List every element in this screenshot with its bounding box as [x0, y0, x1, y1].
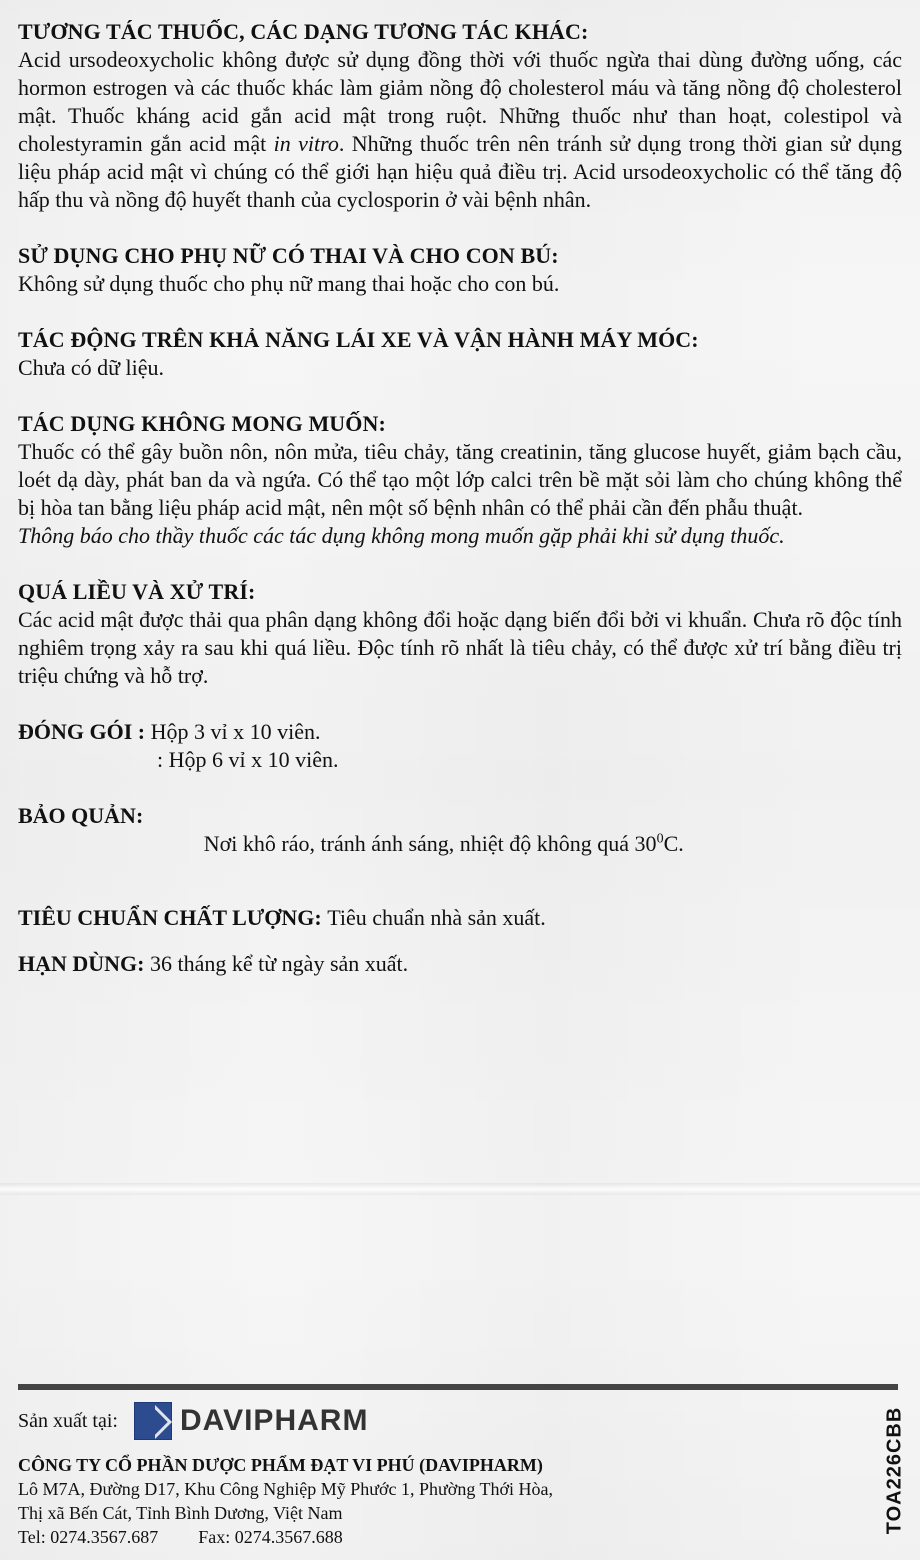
expiry-label: HẠN DÙNG:: [18, 951, 150, 976]
side-code: [882, 1395, 908, 1545]
side-code-text: TOA226CBB: [883, 1406, 906, 1534]
packaging-label: ĐÓNG GÓI :: [18, 719, 151, 744]
section-side-effects: [18, 410, 902, 550]
paper-fold: [0, 1183, 920, 1195]
section-text-interactions: [18, 46, 902, 214]
section-note-side-effects: Thông báo cho thầy thuốc các tác dụng không mong muốn gặp phải khi sử dụng thuốc.: [18, 523, 785, 548]
section-pregnancy: [18, 242, 902, 298]
section-title-driving: TÁC ĐỘNG TRÊN KHẢ NĂNG LÁI XE VÀ VẬN HÀNH MÁY MÓC:: [18, 327, 699, 352]
section-packaging: [18, 718, 902, 774]
section-text-overdose: Các acid mật được thải qua phân dạng không đổi hoặc dạng biến đổi bởi vi khuẩn. Chưa rõ độc tính nghiêm trọng xảy ra sau khi quá liều. Độc tính rõ nhất là tiêu chảy, có thể được xử trí bằng điều trị triệu chứng và hỗ trợ.: [18, 607, 902, 688]
storage-text: [149, 802, 684, 886]
section-driving: [18, 326, 902, 382]
storage-text-after: C.: [663, 831, 684, 856]
davipharm-logo-icon: [134, 1402, 172, 1440]
expiry-text: 36 tháng kể từ ngày sản xuất.: [150, 951, 409, 976]
quality-row: [18, 904, 902, 932]
storage-label: BẢO QUẢN:: [18, 803, 149, 828]
manufacturer-divider: [18, 1384, 898, 1390]
section-overdose: [18, 578, 902, 690]
section-expiry: [18, 950, 902, 978]
storage-text-before: Nơi khô ráo, tránh ánh sáng, nhiệt độ không quá 30: [203, 831, 657, 856]
section-title-overdose: QUÁ LIỀU VÀ XỬ TRÍ:: [18, 579, 256, 604]
interactions-text-part1: Acid ursodeoxycholic không được sử dụng đồng thời với thuốc ngừa thai dùng đường uống, các hormon estrogen và các thuốc khác làm giảm nồng độ cholesterol máu và tăng nồng độ cholesterol mật. Thuốc kháng acid gắn acid mật trong ruột. Những thuốc như than hoạt, colestipol và cholestyramin gắn acid mật: [18, 47, 902, 156]
section-text-driving: Chưa có dữ liệu.: [18, 355, 165, 380]
storage-row: [18, 802, 902, 886]
manufacturer-company: CÔNG TY CỔ PHẦN DƯỢC PHẨM ĐẠT VI PHÚ (DAVIPHARM): [18, 1455, 543, 1475]
packaging-row-1: [18, 718, 902, 746]
section-quality: [18, 904, 902, 932]
davipharm-logo: [134, 1401, 368, 1441]
section-text-pregnancy: Không sử dụng thuốc cho phụ nữ mang thai hoặc cho con bú.: [18, 271, 560, 296]
section-title-pregnancy: SỬ DỤNG CHO PHỤ NỮ CÓ THAI VÀ CHO CON BÚ:: [18, 243, 559, 268]
manufacturer-label: Sản xuất tại:: [18, 1410, 118, 1432]
manufacturer-fax: Fax: 0274.3567.688: [198, 1527, 343, 1547]
section-text-side-effects: Thuốc có thể gây buồn nôn, nôn mửa, tiêu chảy, tăng creatinin, tăng glucose huyết, giảm bạch cầu, loét dạ dày, phát ban da và ngứa. Có thể tạo một lớp calci trên bề mặt sỏi làm cho chúng không thể bị hòa tan bằng liệu pháp acid mật, nên một số bệnh nhân có thể phải cần đến phẫu thuật.: [18, 439, 902, 520]
section-storage: [18, 802, 902, 886]
packaging-line-2: : Hộp 6 vỉ x 10 viên.: [157, 747, 339, 772]
quality-label: TIÊU CHUẨN CHẤT LƯỢNG:: [18, 905, 328, 930]
manufacturer-contact: [18, 1525, 848, 1549]
packaging-line-1: Hộp 3 vỉ x 10 viên.: [150, 719, 321, 744]
storage-sup: 0: [656, 831, 664, 847]
main-content: [18, 18, 902, 1006]
manufacturer-block: [18, 1395, 848, 1549]
manufacturer-address-2: Thị xã Bến Cát, Tỉnh Bình Dương, Việt Nam: [18, 1503, 343, 1523]
packaging-row-2: [18, 746, 902, 774]
manufacturer-tel: Tel: 0274.3567.687: [18, 1527, 159, 1547]
expiry-row: [18, 950, 902, 978]
section-interactions: [18, 18, 902, 214]
section-title-side-effects: TÁC DỤNG KHÔNG MONG MUỐN:: [18, 411, 386, 436]
quality-text: Tiêu chuẩn nhà sản xuất.: [327, 905, 546, 930]
manufacturer-address-1: Lô M7A, Đường D17, Khu Công Nghiệp Mỹ Phước 1, Phường Thới Hòa,: [18, 1479, 554, 1499]
davipharm-logo-text: DAVIPHARM: [179, 1404, 369, 1437]
section-title-interactions: TƯƠNG TÁC THUỐC, CÁC DẠNG TƯƠNG TÁC KHÁC:: [18, 19, 589, 44]
interactions-text-italic: in vitro: [273, 131, 339, 156]
interactions-text-part2: . Những thuốc trên nên tránh sử dụng trong thời gian sử dụng liệu pháp acid mật vì chúng có thể giới hạn hiệu quả điều trị. Acid ursodeoxycholic có thể tăng độ hấp thu và nồng độ huyết thanh của cyclosporin ở vài bệnh nhân.: [18, 131, 902, 212]
manufacturer-top: [18, 1395, 848, 1447]
